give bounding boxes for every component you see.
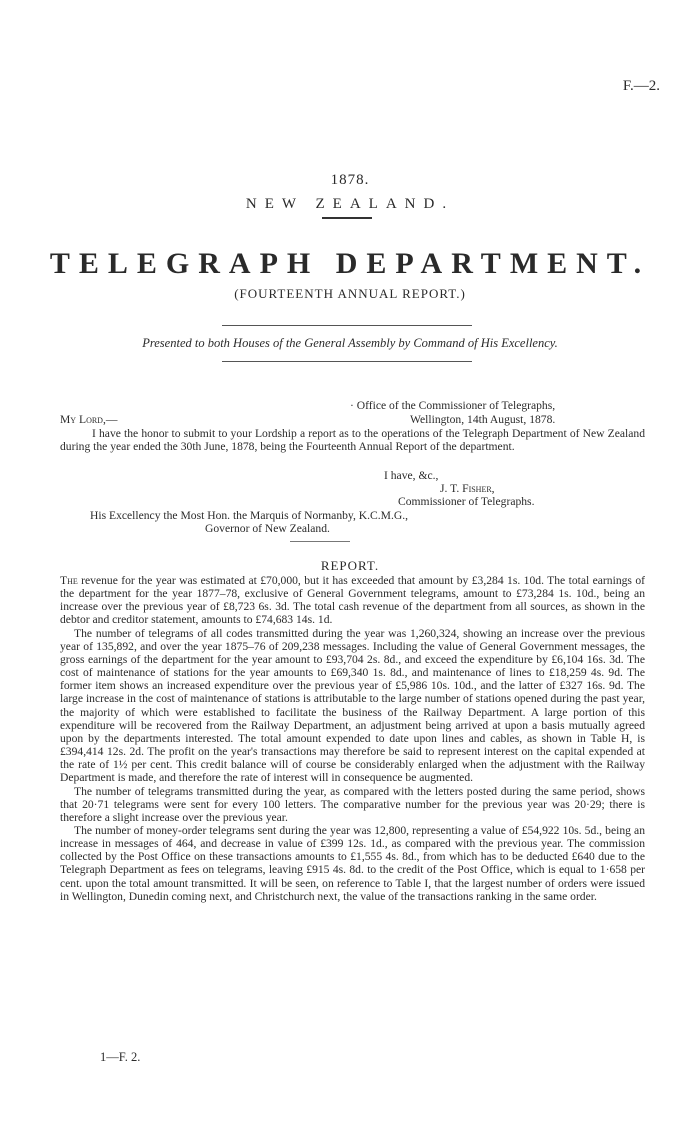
report-paragraph-1-text: revenue for the year was estimated at £70,000, but it has exceeded that amount by £3,284 1s. 10d. The total earnings of the department for the year 1877–78, exclusive of General Government telegrams, amount to £73,284 1s. 10d., being an increase over the previous year of £8,723 6s. 3d. The total cash revenue of the department from all sources, as shown in the debtor and creditor statement, amounts to £74,683 14s. 1d. [60, 574, 645, 627]
letter-addressee-line2: Governor of New Zealand. [205, 522, 330, 535]
department-title: TELEGRAPH DEPARTMENT. [49, 247, 651, 280]
page-number: 1—F. 2. [100, 1050, 141, 1064]
report-paragraph-2: The number of telegrams of all codes transmitted during the year was 1,260,324, showing an increase over the previous year of 135,892, and over the year 1875–76 of 209,238 messages. Including the value of General Government messages, the gross earnings of the department for the year amount to £93,704 2s. 8d., and exceed the expenditure by £6,104 16s. 3d. The cost of maintenance of stations for the year amounts to £69,340 1s. 8d., and maintenance of lines to £18,259 4s. 9d. The former item shows an increased expenditure over the previous year of £5,986 10s. 10d., and the latter of £327 16s. 9d. The large increase in the cost of maintenance of stations is attributable to the large number of stations opened during the past year, the majority of which were established to facilitate the business of the Railway Department. A large portion of this expenditure will be recovered from the Railway Department, an adjustment being arrived at upon a basis mutually agreed upon by the departments interested. The total amount expended to date upon lines and cables, as shown in Table H, is £394,414 12s. 2d. The profit on the year's transactions may therefore be said to represent interest on the capital expended at the rate of 1½ per cent. This credit balance will of course be considerably enlarged when the adjustment with the Railway Department is made, and therefore the rate of interest will in consequence be augmented. [60, 626, 645, 785]
report-subtitle: (FOURTEENTH ANNUAL REPORT.) [234, 286, 466, 301]
letter-signer: J. T. Fisher, [440, 482, 495, 495]
section-divider [290, 541, 350, 542]
title-divider [322, 217, 372, 219]
letter-body [60, 427, 645, 454]
report-lead-word: The [60, 574, 78, 587]
report-paragraph-3: The number of telegrams transmitted during the year, as compared with the letters posted during the same period, shows that 20·71 telegrams were sent for every 100 letters. The comparative number for the previous year was 20·29; there is therefore a slight increase over the previous year. [60, 784, 645, 824]
letter-place-date: Wellington, 14th August, 1878. [410, 413, 556, 426]
document-reference: F.—2. [622, 78, 660, 94]
divider-upper [222, 325, 472, 326]
divider-lower [222, 361, 472, 362]
letter-signer-title: Commissioner of Telegraphs. [398, 495, 535, 508]
letter-body-text: I have the honor to submit to your Lordship a report as to the operations of the Telegraph Department of New Zealand during the year ended the 30th June, 1878, being the Fourteenth Annual Report of the department. [60, 427, 645, 454]
report-year: 1878. [330, 172, 370, 188]
letter-addressee-line1: His Excellency the Most Hon. the Marquis of Normanby, K.C.M.G., [90, 509, 409, 522]
report-body [60, 574, 645, 903]
report-paragraph-4: The number of money-order telegrams sent during the year was 12,800, representing a value of £54,922 10s. 5d., being an increase in messages of 464, and decrease in value of £399 12s. 1d., as compared with the previous year. The commission collected by the Post Office on these transactions amounts to £1,555 4s. 8d., from which has to be deducted £640 due to the Telegraph Department as fees on telegrams, leaving £915 4s. 8d. to the credit of the Post Office, which is equal to 1·658 per cent. upon the total amount transmitted. It will be seen, on reference to Table I, that the largest number of orders were issued in Wellington, Dunedin coming next, and Christchurch next, the value of the transactions ranking in the same order. [60, 823, 645, 903]
letter-office-line: · Office of the Commissioner of Telegraphs, [350, 399, 556, 412]
report-heading: REPORT. [320, 558, 380, 573]
letter-closing: I have, &c., [384, 469, 439, 482]
report-paragraph-1 [60, 574, 645, 627]
country-heading: NEW ZEALAND. [245, 196, 455, 212]
presentation-line: Presented to both Houses of the General Assembly by Command of His Excellency. [142, 336, 558, 350]
letter-salutation: My Lord,— [60, 413, 118, 426]
